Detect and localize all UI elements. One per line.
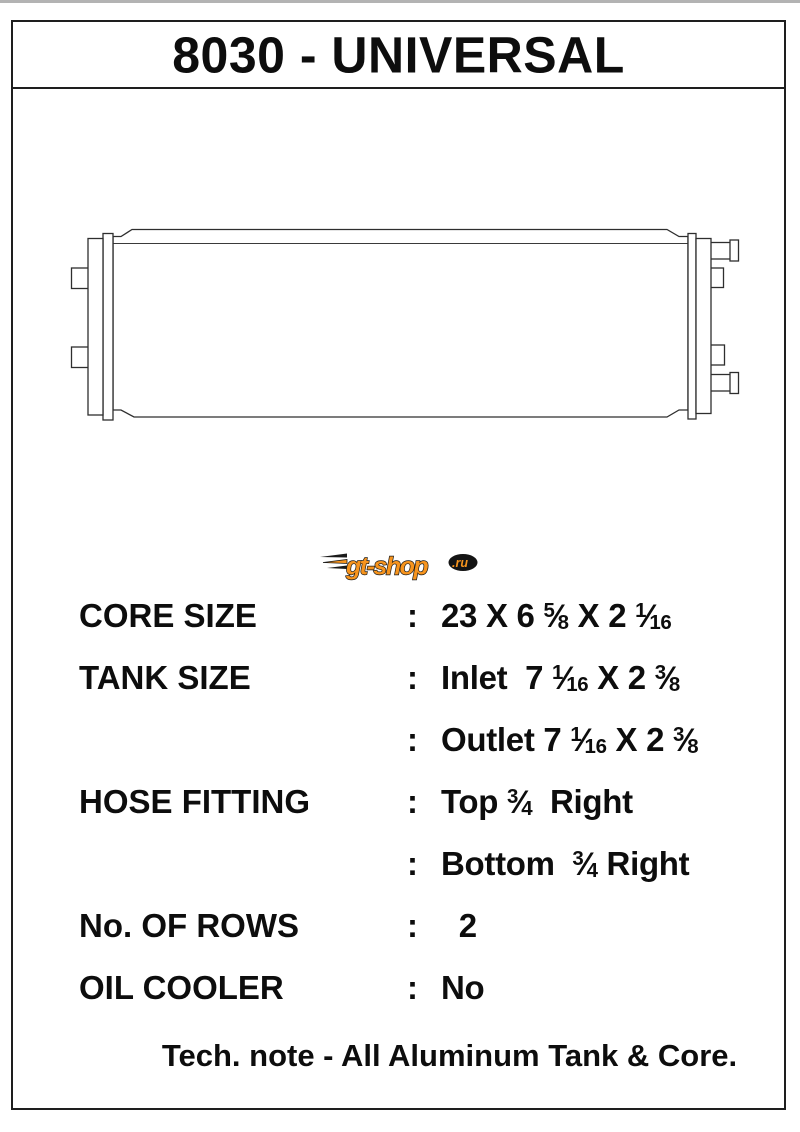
spec-row-oil-cooler: [13, 957, 784, 1019]
title-bar: [13, 22, 784, 89]
spec-colon: :: [407, 721, 418, 758]
spec-label: No. OF ROWS: [79, 907, 299, 944]
spec-value: Inlet 7 $^1⁄_{16}$ X 2 $^3⁄_8$: [441, 659, 680, 697]
left-mount-tab-lower: [72, 347, 89, 368]
left-mount-tab-upper: [72, 268, 89, 289]
spec-value: No: [441, 969, 485, 1006]
left-tank: [88, 239, 103, 416]
spec-label: HOSE FITTING: [79, 783, 310, 820]
spec-colon: :: [407, 907, 418, 944]
spec-colon: :: [407, 597, 418, 634]
page-title: 8030 - UNIVERSAL: [172, 25, 625, 84]
left-end-plate: [103, 234, 113, 421]
spec-row-no-of-rows: [13, 895, 784, 957]
spec-row-tank-size-inlet: [13, 647, 784, 709]
page-top-edge: [0, 0, 800, 3]
outlet-pipe-cap: [730, 373, 739, 394]
spec-colon: :: [407, 969, 418, 1006]
tech-note: Tech. note - All Aluminum Tank & Core.: [161, 1038, 738, 1073]
spec-row-tank-size-outlet: [13, 709, 784, 771]
spec-row-hose-fitting-bottom: [13, 833, 784, 895]
logo-text: gt-shop: [346, 552, 428, 581]
logo-suffix: .ru: [452, 556, 468, 570]
spec-value: Bottom $^3⁄_4$ Right: [441, 845, 690, 883]
spec-row-hose-fitting-top: [13, 771, 784, 833]
spec-colon: :: [407, 783, 418, 820]
inlet-pipe-cap: [730, 240, 739, 261]
spec-label: OIL COOLER: [79, 969, 284, 1006]
spec-label: CORE SIZE: [79, 597, 257, 634]
spec-value: 2: [441, 907, 477, 944]
spec-colon: :: [407, 659, 418, 696]
radiator-drawing: [60, 220, 760, 432]
gt-shop-logo: [320, 548, 480, 582]
right-tank: [696, 239, 711, 414]
spec-colon: :: [407, 845, 418, 882]
radiator-core: [113, 230, 688, 418]
spec-label: TANK SIZE: [79, 659, 251, 696]
logo-speed-lines-icon: [320, 554, 347, 570]
spec-table: [13, 585, 784, 1019]
spec-value: Top $^3⁄_4$ Right: [441, 783, 633, 821]
spec-row-core-size: [13, 585, 784, 647]
spec-value: Outlet 7 $^1⁄_{16}$ X 2 $^3⁄_8$: [441, 721, 699, 759]
right-end-plate: [688, 234, 696, 420]
spec-value: 23 X 6 $^5⁄_8$ X 2 $^1⁄_{16}$: [441, 597, 672, 635]
